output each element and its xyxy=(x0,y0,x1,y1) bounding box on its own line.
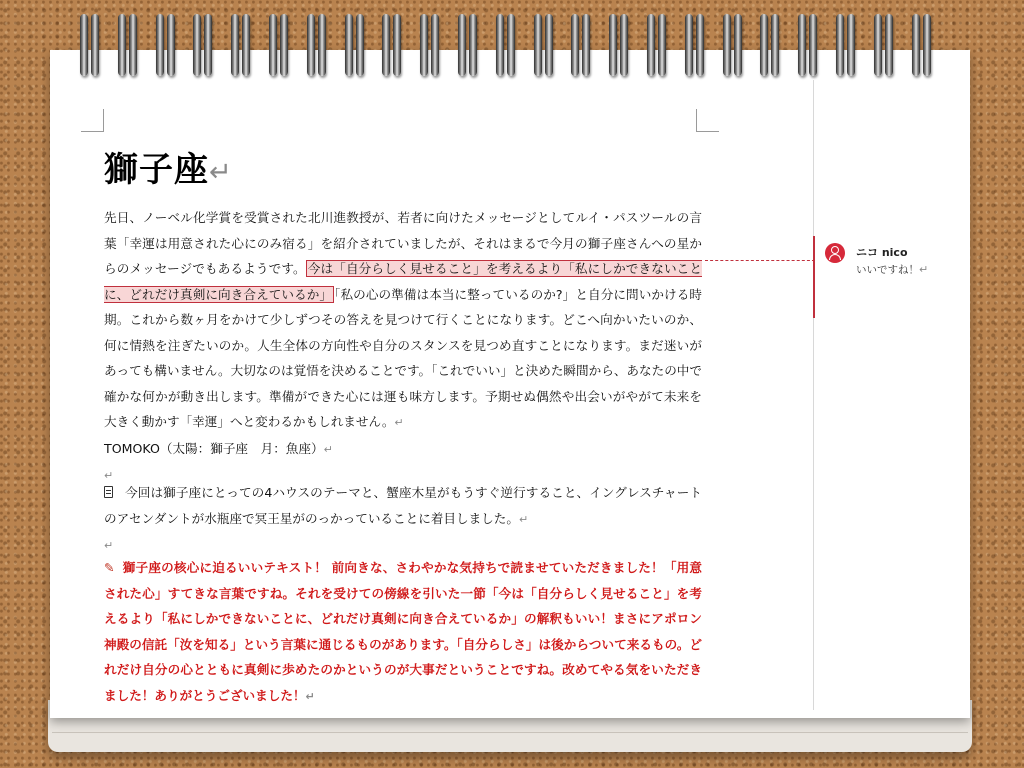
paragraph-mark: ↵ xyxy=(919,263,929,276)
binding-ring xyxy=(912,14,920,76)
binding-ring xyxy=(534,14,542,76)
binding-ring xyxy=(269,14,277,76)
binding-ring xyxy=(496,14,504,76)
paragraph-mark: ↵ xyxy=(305,689,315,703)
paragraph-text: 先日、ノーベル化学賞を受賞された北川進教授が、若者に向けたメッセージとしてルイ・パスツールの言葉「幸運は用意された心にのみ宿る」を紹介されていましたが、それはまるで今月の獅子座さんへの星からのメッセージでもあるようです。 xyxy=(104,210,702,276)
binding-ring xyxy=(696,14,704,76)
binding-ring xyxy=(91,14,99,76)
comment-connector-line xyxy=(705,260,815,261)
binding-ring xyxy=(167,14,175,76)
binding-ring xyxy=(582,14,590,76)
binding-ring xyxy=(242,14,250,76)
binding-ring xyxy=(874,14,882,76)
binding-ring xyxy=(734,14,742,76)
binding-ring xyxy=(80,14,88,76)
binding-ring xyxy=(885,14,893,76)
binding-ring xyxy=(798,14,806,76)
binding-ring xyxy=(760,14,768,76)
paragraph-mark: ↵ xyxy=(209,157,233,188)
binding-ring xyxy=(231,14,239,76)
memo-icon xyxy=(104,486,113,498)
binding-ring xyxy=(193,14,201,76)
title-text: 獅子座 xyxy=(104,150,209,190)
paragraph-mark: ↵ xyxy=(518,512,529,526)
pencil-icon: ✎ xyxy=(104,560,115,575)
spiral-binding xyxy=(0,14,1024,84)
binding-ring xyxy=(685,14,693,76)
binding-ring xyxy=(118,14,126,76)
avatar-body xyxy=(829,254,841,260)
user-avatar-icon xyxy=(825,243,845,263)
binding-ring xyxy=(571,14,579,76)
binding-ring xyxy=(620,14,628,76)
binding-ring xyxy=(647,14,655,76)
binding-ring xyxy=(420,14,428,76)
paragraph-mark: ↵ xyxy=(394,416,404,429)
binding-ring xyxy=(393,14,401,76)
comment-selection-bar xyxy=(813,236,815,318)
highlighted-comment-range[interactable]: 今は「自分らしく見せること」を考えるより「私にしかできないことに、どれだけ真剣に向き合えているか」 xyxy=(104,261,702,302)
binding-ring xyxy=(318,14,326,76)
comment-body[interactable] xyxy=(856,262,928,277)
document-title[interactable] xyxy=(104,142,233,191)
binding-ring xyxy=(204,14,212,76)
empty-paragraph-mark: ↵ xyxy=(104,539,114,552)
margin-corner-mark xyxy=(696,109,719,132)
binding-ring xyxy=(609,14,617,76)
paragraph-feedback[interactable] xyxy=(104,555,702,709)
binding-ring xyxy=(458,14,466,76)
binding-ring xyxy=(507,14,515,76)
binding-ring xyxy=(771,14,779,76)
binding-ring xyxy=(836,14,844,76)
binding-ring xyxy=(431,14,439,76)
comment-pane xyxy=(813,80,964,710)
binding-ring xyxy=(545,14,553,76)
note-text: 今回は獅子座にとっての4ハウスのテーマと、蟹座木星がもうすぐ逆行すること、イングレスチャートのアセンダントが水瓶座で冥王星がのっかっていることに着目しました。 xyxy=(104,485,702,526)
binding-ring xyxy=(723,14,731,76)
binding-ring xyxy=(345,14,353,76)
binding-ring xyxy=(156,14,164,76)
comment-text: いいですね！ xyxy=(856,264,919,276)
paragraph-main[interactable] xyxy=(104,205,702,489)
paragraph-text: 「私の心の準備は本当に整っているのか?」と自分に問いかける時期。これから数ヶ月をかけて少しずつその答えを見つけて行くことになります。どこへ向かいたいのか、何に情熱を注ぎたいのか。人生全体の方向性や自分のスタンスを見つめ直すことになります。まだ迷いがあっても構いません。大切なのは覚悟を決めることです。「これでいい」と決めた瞬間から、あなたの中で確かな何かが動き出します。準備ができた心には運も味方します。予期せぬ偶然や出会いがやがて未来を大きく動かす「幸運」へと変わるかもしれません。 xyxy=(104,286,702,429)
avatar-head xyxy=(831,246,839,254)
feedback-text: 獅子座の核心に迫るいいテキスト！ 前向きな、さわやかな気持ちで読ませていただきました！「用意された心」すてきな言葉ですね。それを受けての傍線を引いた一節「今は「自分らしく見せること」を考えるより「私にしかできないことに、どれだけ真剣に向き合えているか」の解釈もいい！まさにアポロン神殿の信託「汝を知る」という言葉に通じるものがあります。「自分らしさ」は後からついて来るもの。どれだけ自分の心とともに真剣に歩めたのかというのが大事だということですね。改めてやる気をいただきました！ありがとうございました！ xyxy=(104,560,702,703)
comment-author: ニコ nico xyxy=(856,246,908,259)
binding-ring xyxy=(280,14,288,76)
binding-ring xyxy=(847,14,855,76)
binding-ring xyxy=(658,14,666,76)
binding-ring xyxy=(469,14,477,76)
paragraph-mark: ↵ xyxy=(323,442,333,456)
binding-ring xyxy=(129,14,137,76)
byline: TOMOKO（太陽：獅子座 月：魚座） xyxy=(104,440,324,456)
binding-ring xyxy=(307,14,315,76)
binding-ring xyxy=(923,14,931,76)
empty-paragraph-mark: ↵ xyxy=(104,469,114,482)
paragraph-note[interactable] xyxy=(104,480,702,559)
binding-ring xyxy=(356,14,364,76)
binding-ring xyxy=(382,14,390,76)
binding-ring xyxy=(809,14,817,76)
margin-corner-mark xyxy=(81,109,104,132)
